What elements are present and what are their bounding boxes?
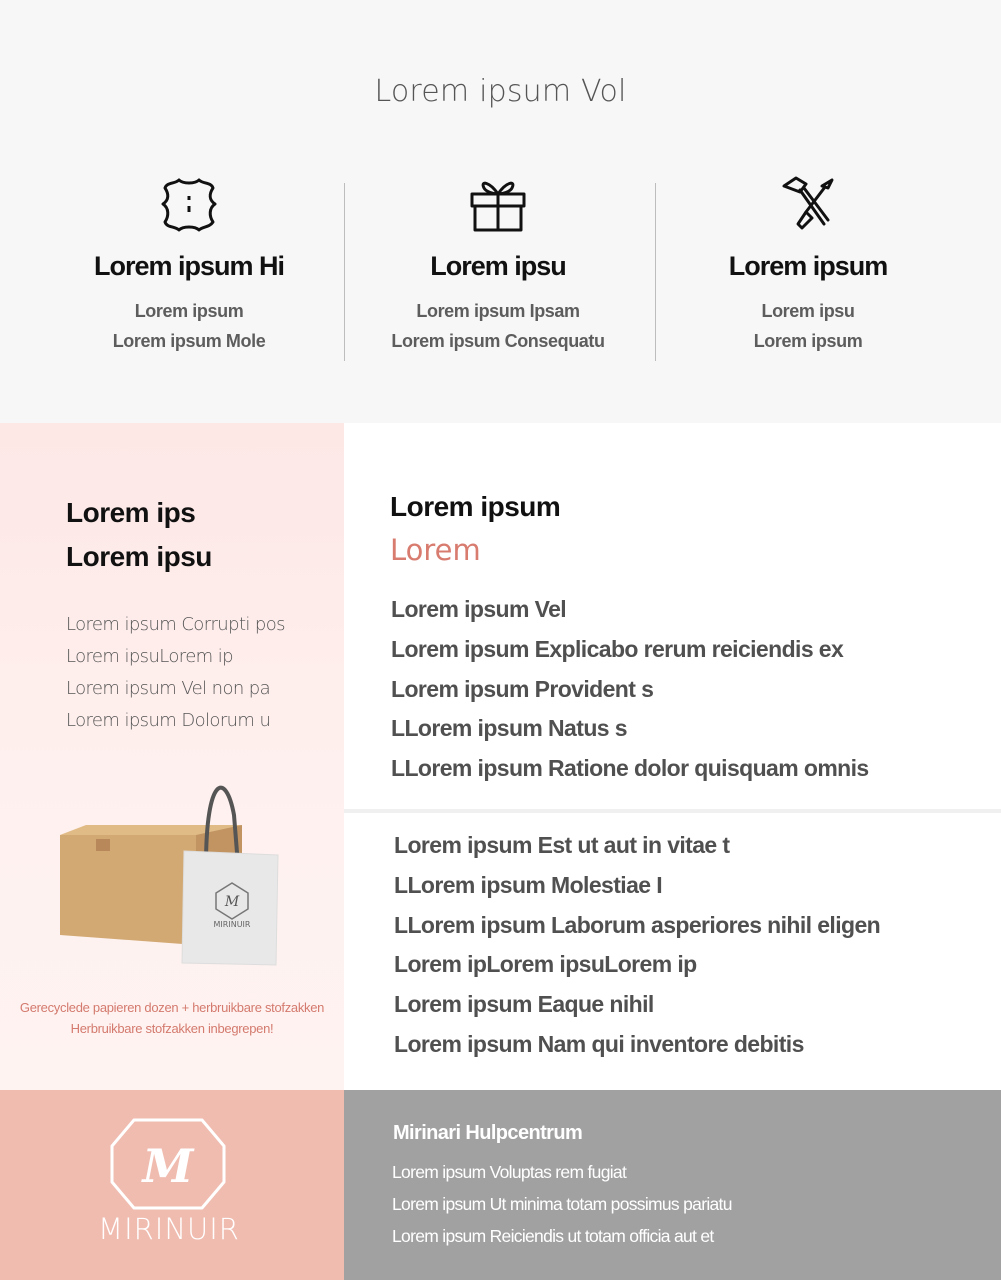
details-list [391, 590, 869, 789]
tools-icon [648, 172, 968, 236]
list-item: Lorem ipsum Provident s [391, 675, 654, 702]
list-item: LLorem ipsum Laborum asperiores nihil eligen [394, 911, 881, 938]
list-item: Lorem ipsum Vel non pa [66, 678, 271, 699]
brand-logo [108, 1116, 228, 1212]
details-panel [344, 423, 1001, 809]
features-section [0, 0, 1001, 423]
packaging-list [66, 609, 285, 737]
details-subheading: Lorem [390, 533, 481, 567]
packaging-panel [0, 423, 344, 1090]
heading-line: Lorem ips [66, 497, 196, 528]
help-center-list [392, 1156, 732, 1252]
feature-line: Lorem ipsum Consequatu [391, 331, 605, 351]
feature-line: Lorem ipsum Mole [112, 331, 266, 351]
list-item: LLorem ipsum Natus s [391, 715, 627, 742]
feature-title: Lorem ipsu [430, 251, 566, 281]
list-item: Lorem ipsum Explicabo rerum reiciendis ex [391, 635, 844, 662]
details-panel-secondary [344, 813, 1001, 1090]
list-item: Lorem ipsum Eaque nihil [394, 991, 654, 1018]
caption-line: Gerecyclede papieren dozen + herbruikbare stofzakken [19, 1000, 325, 1015]
list-item: LLorem ipsum Ratione dolor quisquam omnis [391, 755, 869, 782]
help-link[interactable]: Lorem ipsum Reiciendis ut totam officia aut et [392, 1226, 714, 1246]
packaging-caption [0, 997, 344, 1039]
list-item: LLorem ipsum Molestiae I [394, 871, 663, 898]
leather-icon [29, 172, 349, 236]
list-item: Lorem ipLorem ipsuLorem ip [394, 951, 697, 978]
list-item: Lorem ipsum Nam qui inventore debitis [394, 1030, 804, 1057]
bag-brand-text: MIRINUIR [213, 920, 251, 929]
feature-card-leather [29, 172, 349, 356]
help-center-title: Mirinari Hulpcentrum [393, 1122, 583, 1144]
feature-card-gift [338, 172, 658, 356]
details-list-secondary [394, 826, 880, 1065]
feature-line: Lorem ipsum [753, 331, 863, 351]
list-item: Lorem ipsum Corrupti pos [66, 614, 285, 635]
feature-line: Lorem ipsum Ipsam [416, 301, 580, 321]
footer-brand [0, 1090, 344, 1280]
feature-title: Lorem ipsum [728, 251, 888, 281]
brand-name: MIRINUIR [98, 1212, 240, 1246]
details-heading: Lorem ipsum [390, 491, 561, 522]
svg-text:M: M [224, 894, 240, 910]
feature-line: Lorem ipsu [761, 301, 855, 321]
feature-card-tools [648, 172, 968, 356]
feature-title: Lorem ipsum Hi [93, 251, 285, 281]
caption-line: Herbruikbare stofzakken inbegrepen! [70, 1021, 274, 1036]
heading-line: Lorem ipsu [66, 541, 212, 572]
help-center [344, 1090, 1001, 1280]
list-item: Lorem ipsuLorem ip [66, 646, 233, 667]
list-item: Lorem ipsum Est ut aut in vitae t [394, 832, 730, 858]
list-item: Lorem ipsum Vel [391, 596, 567, 622]
svg-text:M: M [142, 1139, 194, 1193]
features-title: Lorem ipsum Vol [374, 74, 627, 109]
package-illustration [56, 775, 296, 975]
gift-icon [338, 172, 658, 236]
list-item: Lorem ipsum Dolorum u [66, 710, 271, 731]
help-link[interactable]: Lorem ipsum Ut minima totam possimus pariatu [392, 1194, 732, 1214]
packaging-heading [66, 491, 212, 579]
help-link[interactable]: Lorem ipsum Voluptas rem fugiat [392, 1162, 627, 1182]
feature-line: Lorem ipsum [134, 301, 244, 321]
